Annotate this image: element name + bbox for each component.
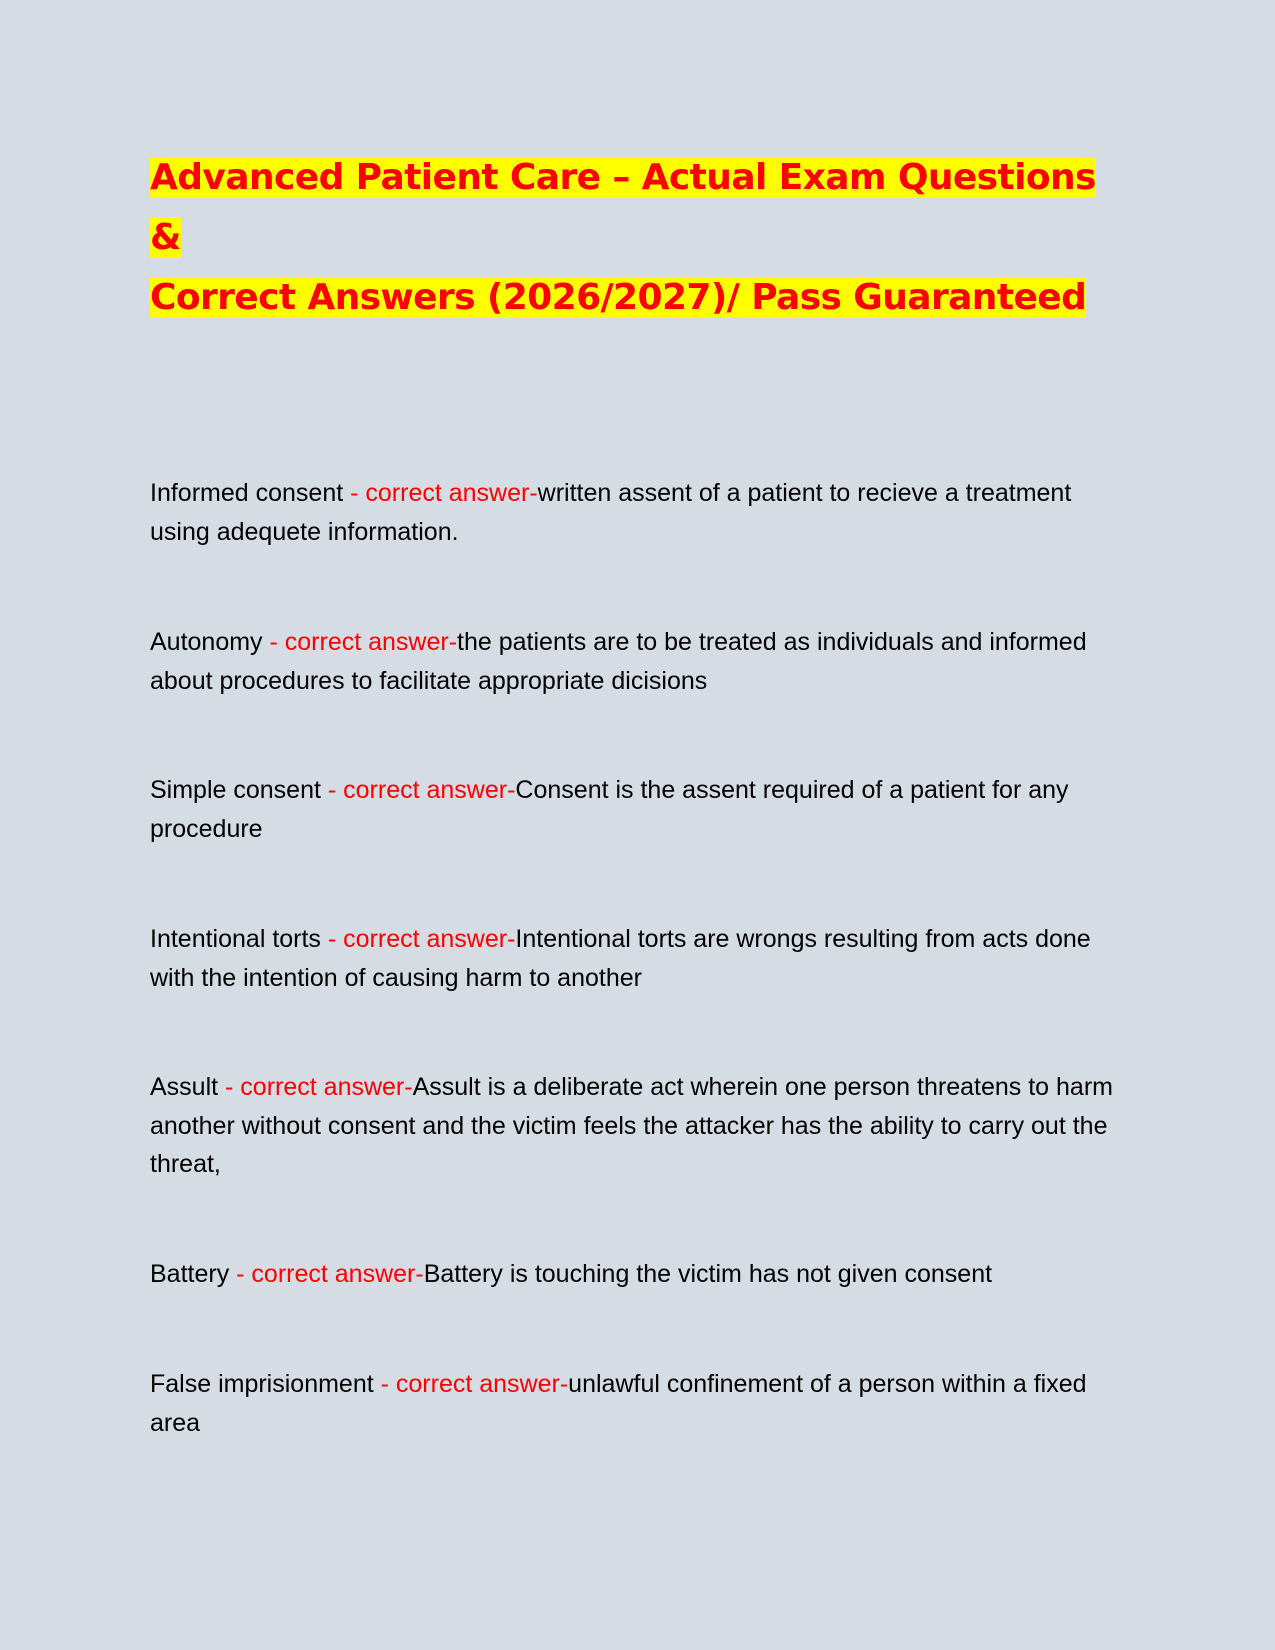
qa-item-informed-consent xyxy=(150,474,1130,551)
qa-answer: the patients are to be treated as individuals and informed about procedures to facilitate appropriate dicisions xyxy=(150,628,1087,695)
qa-answer: Consent is the assent required of a patient for any procedure xyxy=(150,776,1069,843)
qa-item-assult xyxy=(150,1068,1130,1184)
document-page xyxy=(150,148,1130,328)
qa-term: False imprisionment xyxy=(150,1370,374,1398)
document-title xyxy=(150,148,1130,328)
qa-item-intentional-torts xyxy=(150,920,1130,997)
qa-item-simple-consent xyxy=(150,771,1130,848)
qa-item-battery xyxy=(150,1255,1130,1294)
qa-term: Assult xyxy=(150,1073,219,1101)
qa-separator: - correct answer- xyxy=(373,1370,569,1398)
qa-separator: - correct answer- xyxy=(343,479,538,507)
qa-separator: - correct answer- xyxy=(262,628,458,656)
qa-term: Autonomy xyxy=(150,628,263,656)
qa-separator: - correct answer- xyxy=(320,776,516,804)
qa-answer: Battery is touching the victim has not given consent xyxy=(423,1260,993,1288)
qa-answer: written assent of a patient to recieve a treatment using adequete information. xyxy=(150,479,1072,546)
qa-answer: Intentional torts are wrongs resulting from acts done with the intention of causing harm to another xyxy=(150,925,1091,992)
qa-term: Intentional torts xyxy=(150,925,321,953)
qa-separator: - correct answer- xyxy=(218,1073,413,1101)
qa-term: Battery xyxy=(150,1260,230,1288)
qa-term: Simple consent xyxy=(150,776,321,804)
qa-term: Informed consent xyxy=(150,479,344,507)
qa-item-false-imprisionment xyxy=(150,1365,1130,1442)
qa-answer: Assult is a deliberate act wherein one person threatens to harm another without consent and the victim feels the attacker has the ability to carry out the threat, xyxy=(150,1073,1113,1178)
qa-item-autonomy xyxy=(150,623,1130,700)
title-line-2: Correct Answers (2026/2027)/ Pass Guaranteed xyxy=(150,277,1087,318)
qa-separator: - correct answer- xyxy=(229,1260,424,1288)
title-line-1: Advanced Patient Care – Actual Exam Questions & xyxy=(150,157,1096,258)
qa-separator: - correct answer- xyxy=(320,925,516,953)
qa-answer: unlawful confinement of a person within a fixed area xyxy=(150,1370,1087,1437)
